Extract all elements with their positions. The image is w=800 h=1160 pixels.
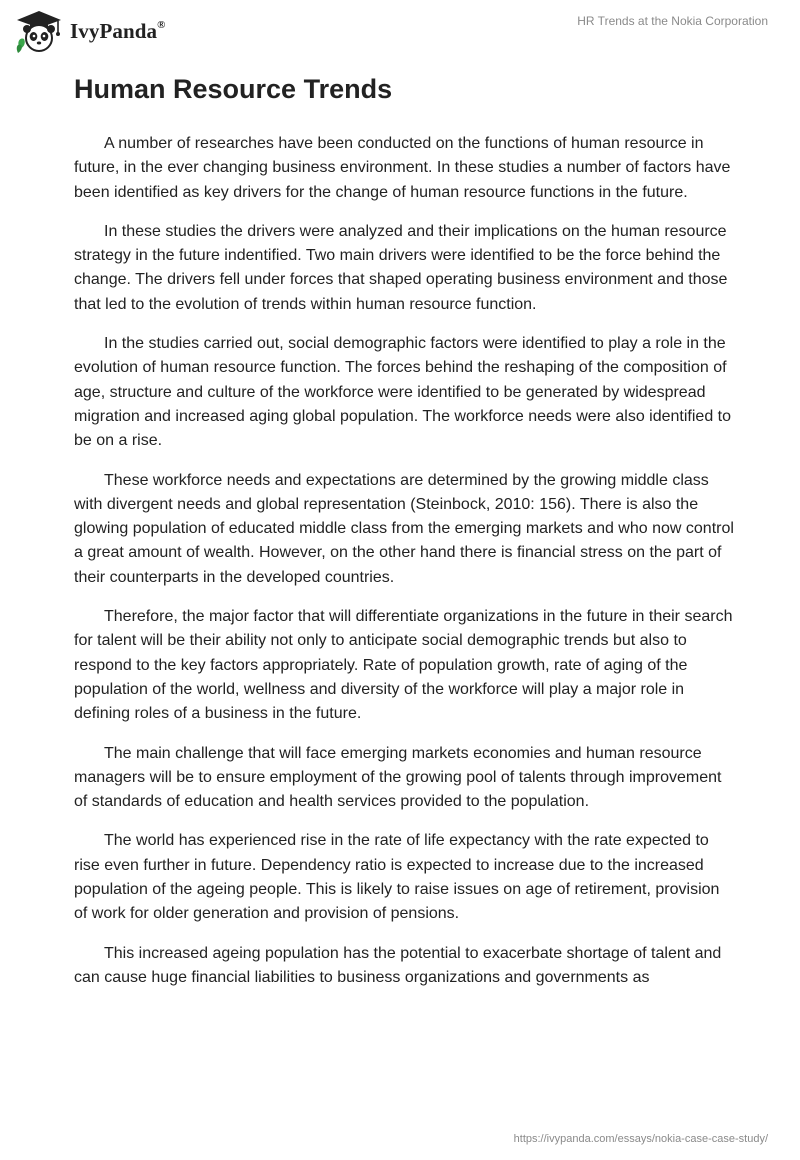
paragraph: The main challenge that will face emerging markets economies and human resource managers will be to ensure employment of the growing pool of talents through improvement of standards of education and health services provided to the population. (74, 744, 722, 811)
section-heading: Human Resource Trends (74, 74, 393, 104)
article-body (74, 132, 734, 1005)
page-header (0, 0, 800, 60)
paragraph: In the studies carried out, social demographic factors were identified to play a role in the evolution of human resource function. The forces behind the reshaping of the composition of age, structure and culture of the workforce were identified to be generated by widespread migration and increased aging global population. The workforce needs were also identified to be on a rise. (74, 335, 732, 450)
logo-wordmark: IvyPanda® (70, 18, 166, 43)
paragraph: This increased ageing population has the potential to exacerbate shortage of talent and can cause huge financial liabilities to business organizations and governments as (74, 944, 722, 986)
paragraph: A number of researches have been conducted on the functions of human resource in future, in the ever changing business environment. In these studies a number of factors have been identified as key drivers for the change of human resource functions in the future. (74, 135, 731, 201)
paragraph: In these studies the drivers were analyzed and their implications on the human resource strategy in the future indentified. Two main drivers were identified to be the force behind the change. The drivers fell under forces that shaped operating business environment and those that led to the evolution of trends within human resource function. (74, 222, 728, 313)
source-url[interactable]: https://ivypanda.com/essays/nokia-case-case-study/ (513, 1133, 768, 1145)
document-title: HR Trends at the Nokia Corporation (577, 14, 768, 28)
paragraph: These workforce needs and expectations are determined by the growing middle class with divergent needs and global representation (Steinbock, 2010: 156). There is also the glowing population of educated middle class from the emerging markets and who now control a great amount of wealth. However, on the other hand there is financial stress on the part of their counterparts in the developed countries. (74, 471, 734, 586)
panda-graduate-icon (14, 9, 64, 53)
paragraph: The world has experienced rise in the rate of life expectancy with the rate expected to rise even further in future. Dependency ratio is expected to increase due to the increased population of the ageing people. This is likely to raise issues on age of retirement, provision of work for older generation and provision of pensions. (74, 832, 720, 923)
paragraph: Therefore, the major factor that will differentiate organizations in the future in their search for talent will be their ability not only to anticipate social demographic trends but also to respond to the key factors appropriately. Rate of population growth, rate of aging of the population of the world, wellness and diversity of the workforce will play a major role in defining roles of a business in the future. (74, 608, 733, 723)
ivypanda-logo[interactable] (14, 6, 166, 56)
